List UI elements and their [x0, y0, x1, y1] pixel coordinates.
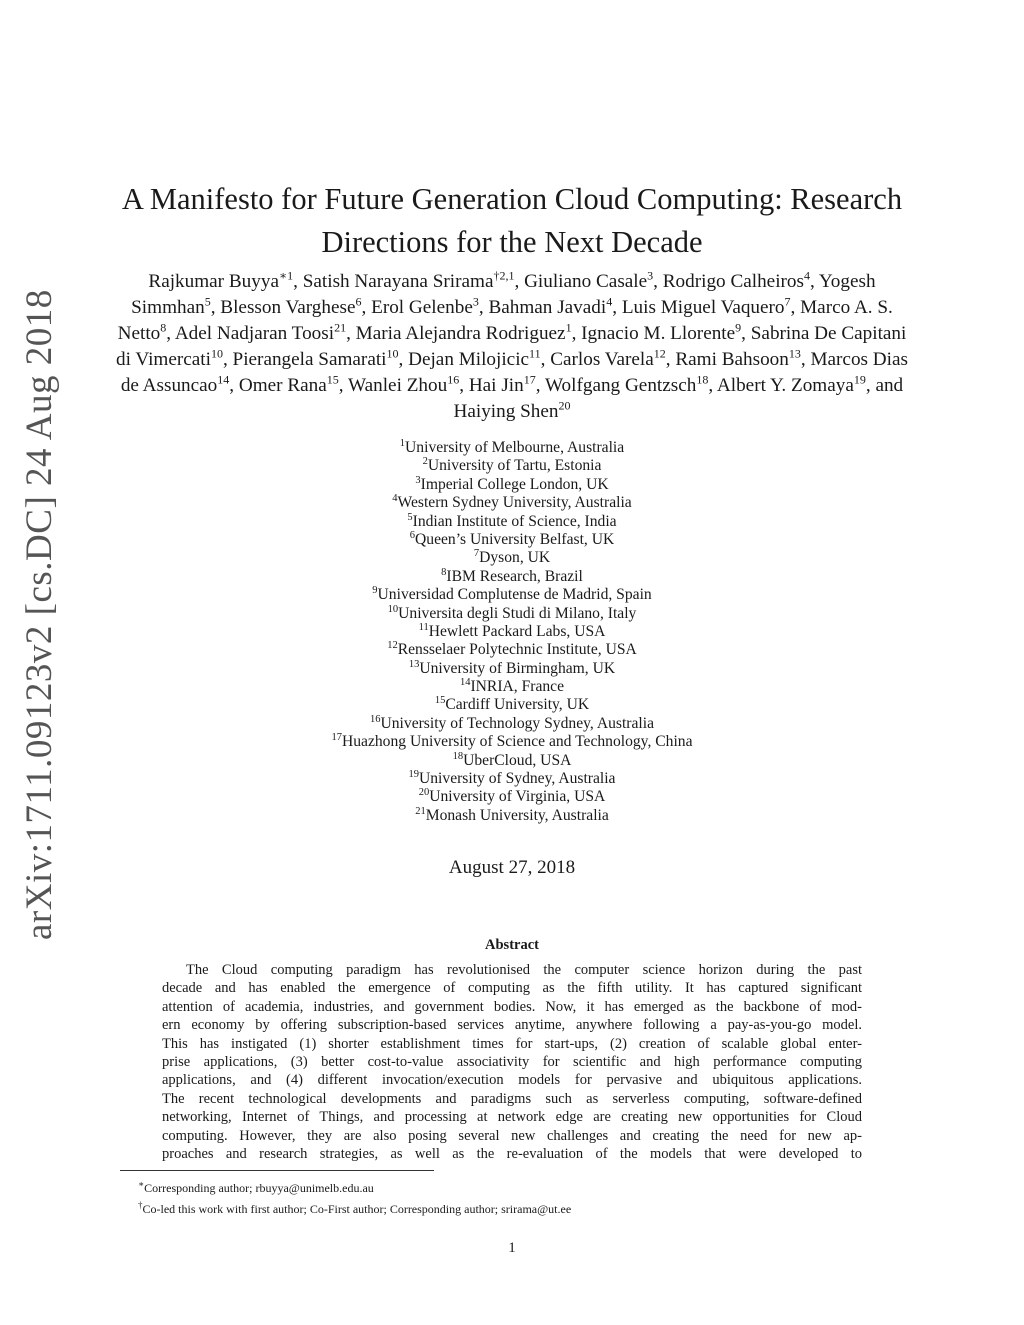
affiliation-number: 7	[473, 548, 480, 560]
affiliation-name: Universidad Complutense de Madrid, Spain	[377, 586, 652, 604]
author-affiliation-mark: 15	[326, 372, 339, 387]
author-affiliation-mark: 13	[788, 346, 801, 361]
author-affiliation-mark: 21	[334, 320, 347, 335]
affiliation-entry	[0, 531, 1024, 549]
abstract-body	[162, 961, 862, 1163]
author-name: Maria Alejandra Rodriguez	[355, 322, 566, 344]
author-entry	[355, 320, 572, 344]
publication-date: August 27, 2018	[448, 857, 576, 878]
affiliation-entry	[0, 788, 1024, 806]
footnote	[138, 1197, 898, 1218]
affiliation-name: IBM Research, Brazil	[446, 567, 583, 585]
author-name: Wanlei Zhou	[348, 374, 448, 396]
page-number: 1	[508, 1240, 516, 1256]
affiliation-entry	[0, 623, 1024, 641]
author-name: Giuliano Casale	[524, 271, 648, 292]
affiliation-name: Huazhong University of Science and Technology, China	[341, 733, 693, 751]
author-affiliation-mark: †2,1	[493, 268, 515, 283]
author-entry	[581, 320, 742, 344]
author-name: Albert Y. Zomaya	[716, 374, 854, 396]
affiliation-number: 17	[331, 732, 342, 744]
affiliation-number: 18	[452, 750, 464, 762]
author-entry	[662, 268, 810, 292]
footnotes	[138, 1176, 898, 1218]
paper-title-line-1: A Manifesto for Future Generation Cloud Computing: Research	[121, 182, 903, 216]
author-affiliation-mark: 18	[696, 372, 709, 387]
affiliation-number: 21	[415, 805, 426, 817]
author-affiliation-mark: 9	[735, 320, 742, 335]
affiliation-entry	[0, 660, 1024, 678]
abstract-line: ern economy by offering subscription-based services anytime, anywhere following a pay-as-you-go model.	[162, 1017, 862, 1034]
affiliation-entry	[0, 715, 1024, 733]
abstract-line: networking, Internet of Things, and processing at network edge are creating new opportunities for Cloud	[162, 1109, 862, 1126]
footnote	[138, 1176, 898, 1197]
author-name: Rami Bahsoon	[675, 348, 789, 370]
author-entry	[408, 346, 541, 370]
author-affiliation-mark: ∗1	[278, 268, 294, 283]
author-affiliation-mark: 20	[558, 398, 571, 413]
footnote-divider	[120, 1170, 434, 1171]
author-entry	[148, 268, 294, 292]
author-affiliation-mark: 5	[204, 294, 211, 309]
affiliation-number: 8	[441, 566, 447, 578]
affiliation-number: 19	[408, 768, 419, 780]
author-name: Dejan Milojicic	[408, 348, 530, 370]
author-name: Omer Rana	[238, 374, 327, 396]
affiliation-entry	[0, 439, 1024, 457]
affiliation-name: Dyson, UK	[479, 549, 551, 567]
affiliation-number: 16	[370, 713, 381, 725]
author-list: Rajkumar Buyya$^{∗1}$, Satish Narayana Srirama$^{\dagger 2,1}$, Giuliano Casale$^3$, Rodrigo Calheiros$^4$, Yogesh Simmhan$^5$, Blesson Varghese$^6$, Erol Gelenbe$^3$, Bahman Javadi$^4$, Luis Miguel Vaquero$^7$, Marco A. S. Netto$^8$, Adel Nadjaran Toosi$^{21}$, Maria Alejandra Rodriguez$^1$, Ignacio M. Llorente$^9$, Sabrina De Capitani di Vimercati$^{10}$, Pierangela Samarati$^{10}$, Dejan Milojicic$^{11}$, Carlos Varela$^{12}$, Rami Bahsoon$^{13}$, Marcos Dias de Assuncao$^{14}$, Omer Rana$^{15}$, Wanlei Zhou$^{16}$, Hai Jin$^{17}$, Wolfgang Gentzsch$^{18}$, Albert Y. Zomaya$^{19}$, and Haiying Shen$^{20}$	[116, 268, 908, 422]
author-affiliation-mark: 16	[447, 372, 460, 387]
affiliation-entry	[0, 605, 1024, 623]
affiliation-number: 11	[418, 621, 429, 633]
affiliation-name: University of Technology Sydney, Australia	[380, 714, 654, 732]
author-affiliation-mark: 8	[160, 320, 167, 335]
affiliation-list	[0, 439, 1024, 825]
author-affiliation-mark: 3	[472, 294, 479, 309]
affiliation-entry	[0, 807, 1024, 825]
affiliation-number: 13	[408, 658, 420, 670]
author-affiliation-mark: 3	[647, 268, 654, 283]
author-entry	[550, 346, 666, 370]
author-affiliation-mark: 6	[355, 294, 362, 309]
author-entry	[174, 320, 347, 344]
author-name: Sabrina De Capitani di Vimercati	[116, 322, 907, 370]
affiliation-name: Cardiff University, UK	[445, 696, 590, 714]
arxiv-identifier-stamp: arXiv:1711.09123v2 [cs.DC] 24 Aug 2018	[19, 289, 60, 940]
author-entry	[488, 294, 613, 318]
author-name: Wolfgang Gentzsch	[544, 374, 697, 396]
affiliation-name: University of Birmingham, UK	[419, 659, 616, 677]
abstract-line: attention of academia, industries, and government bodies. Now, it has emerged as the backbone of mod-	[162, 998, 862, 1015]
affiliation-name: Indian Institute of Science, India	[412, 512, 617, 530]
affiliation-number: 12	[387, 640, 398, 652]
author-name: Haiying Shen	[453, 400, 559, 422]
author-name: Rodrigo Calheiros	[662, 271, 804, 292]
affiliation-entry	[0, 586, 1024, 604]
author-name: Rajkumar Buyya	[148, 271, 279, 292]
author-affiliation-mark: 19	[853, 372, 866, 387]
affiliation-name: University of Tartu, Estonia	[427, 457, 602, 475]
affiliation-number: 10	[387, 603, 399, 615]
footnote-text: Co-led this work with first author; Co-First author; Corresponding author; srirama@ut.ee	[142, 1202, 572, 1216]
author-entry	[348, 372, 460, 396]
affiliation-name: University of Sydney, Australia	[419, 770, 616, 788]
affiliation-number: 15	[434, 695, 446, 707]
author-entry	[675, 346, 801, 370]
author-affiliation-mark: 14	[217, 372, 230, 387]
author-affiliation-mark: 1	[565, 320, 572, 335]
affiliation-name: Imperial College London, UK	[420, 475, 609, 493]
paper-title-line-2: Directions for the Next Decade	[321, 225, 703, 259]
affiliation-number: 2	[422, 456, 428, 468]
author-entry	[621, 294, 791, 318]
author-entry	[371, 294, 479, 318]
affiliation-entry	[0, 513, 1024, 531]
affiliation-name: Universita degli Studi di Milano, Italy	[398, 604, 637, 622]
author-affiliation-mark: 10	[386, 346, 399, 361]
abstract-line: This has instigated (1) shorter establishment times for start-ups, (2) creation of scalable global enter-	[162, 1035, 862, 1052]
abstract-line: The recent technological developments and paradigms such as serverless computing, software-defined	[162, 1090, 862, 1107]
author-affiliation-mark: 4	[606, 294, 613, 309]
affiliation-name: UberCloud, USA	[463, 751, 572, 769]
affiliation-entry	[0, 494, 1024, 512]
affiliation-name: University of Melbourne, Australia	[405, 439, 625, 456]
abstract-line: The Cloud computing paradigm has revolutionised the computer science horizon during the past	[186, 962, 862, 978]
paper-title	[0, 178, 1024, 264]
affiliation-number: 3	[415, 474, 421, 486]
author-name: Marco A. S. Netto	[117, 296, 893, 344]
author-name: Bahman Javadi	[488, 296, 607, 318]
author-name: Marcos Dias de Assuncao	[120, 348, 908, 396]
affiliation-entry	[0, 770, 1024, 788]
affiliation-entry	[0, 549, 1024, 567]
author-name: Luis Miguel Vaquero	[621, 296, 785, 318]
author-affiliation-mark: 11	[529, 346, 541, 361]
author-entry	[232, 346, 399, 370]
affiliation-name: Hewlett Packard Labs, USA	[428, 622, 606, 640]
affiliation-name: University of Virginia, USA	[429, 788, 606, 806]
author-entry	[238, 372, 339, 396]
author-entry	[220, 294, 362, 318]
affiliation-name: Queen’s University Belfast, UK	[415, 530, 615, 548]
author-name: Satish Narayana Srirama	[302, 271, 494, 292]
affiliation-name: Monash University, Australia	[425, 806, 609, 824]
affiliation-number: 1	[399, 437, 406, 449]
author-name: Blesson Varghese	[220, 296, 356, 318]
abstract-line: proaches and research strategies, as well as the re-evaluation of the models that were developed to	[162, 1145, 862, 1162]
author-name: Adel Nadjaran Toosi	[174, 322, 335, 344]
author-affiliation-mark: 4	[803, 268, 810, 283]
affiliation-number: 14	[459, 676, 471, 688]
affiliation-entry	[0, 752, 1024, 770]
affiliation-number: 4	[392, 492, 398, 504]
affiliation-name: Rensselaer Polytechnic Institute, USA	[397, 641, 637, 659]
affiliation-number: 6	[409, 529, 416, 541]
affiliation-entry	[0, 457, 1024, 475]
author-entry	[544, 372, 709, 396]
author-entry	[468, 372, 536, 396]
abstract-line: applications, and (4) different invocation/execution models for pervasive and ubiquitous applications.	[162, 1072, 862, 1089]
abstract-line: decade and has enabled the emergence of computing as the fifth utility. It has captured significant	[162, 980, 862, 997]
affiliation-entry	[0, 568, 1024, 586]
affiliation-entry	[0, 476, 1024, 494]
author-name: Yogesh Simmhan	[131, 271, 876, 318]
author-affiliation-mark: 17	[523, 372, 536, 387]
footnote-text: Corresponding author; rbuyya@unimelb.edu.au	[144, 1181, 374, 1195]
affiliation-number: 20	[418, 787, 430, 799]
affiliation-entry	[0, 696, 1024, 714]
abstract-line: computing. However, they are also posing several new challenges and creating the need for new ap-	[162, 1127, 862, 1144]
author-entry	[716, 372, 866, 396]
abstract-heading: Abstract	[485, 937, 539, 953]
footnote-mark: †	[138, 1200, 143, 1210]
author-affiliation-mark: 7	[784, 294, 791, 309]
author-affiliation-mark: 10	[210, 346, 223, 361]
affiliation-entry	[0, 641, 1024, 659]
author-name: Erol Gelenbe	[371, 296, 473, 318]
author-affiliation-mark: 12	[653, 346, 666, 361]
author-entry	[524, 268, 654, 292]
footnote-mark: ∗	[138, 1179, 145, 1189]
affiliation-number: 5	[407, 511, 413, 523]
author-entry	[302, 268, 515, 292]
author-name: Carlos Varela	[550, 348, 654, 370]
author-name: Ignacio M. Llorente	[581, 322, 736, 344]
author-name: Hai Jin	[468, 374, 524, 396]
affiliation-number: 9	[372, 584, 378, 596]
affiliation-entry	[0, 733, 1024, 751]
author-name: Pierangela Samarati	[232, 348, 387, 370]
abstract-line: prise applications, (3) better cost-to-value associativity for scientific and high performance computing	[162, 1053, 862, 1070]
affiliation-entry	[0, 678, 1024, 696]
affiliation-name: Western Sydney University, Australia	[397, 494, 632, 512]
affiliation-name: INRIA, France	[470, 678, 565, 696]
author-entry	[453, 398, 571, 422]
